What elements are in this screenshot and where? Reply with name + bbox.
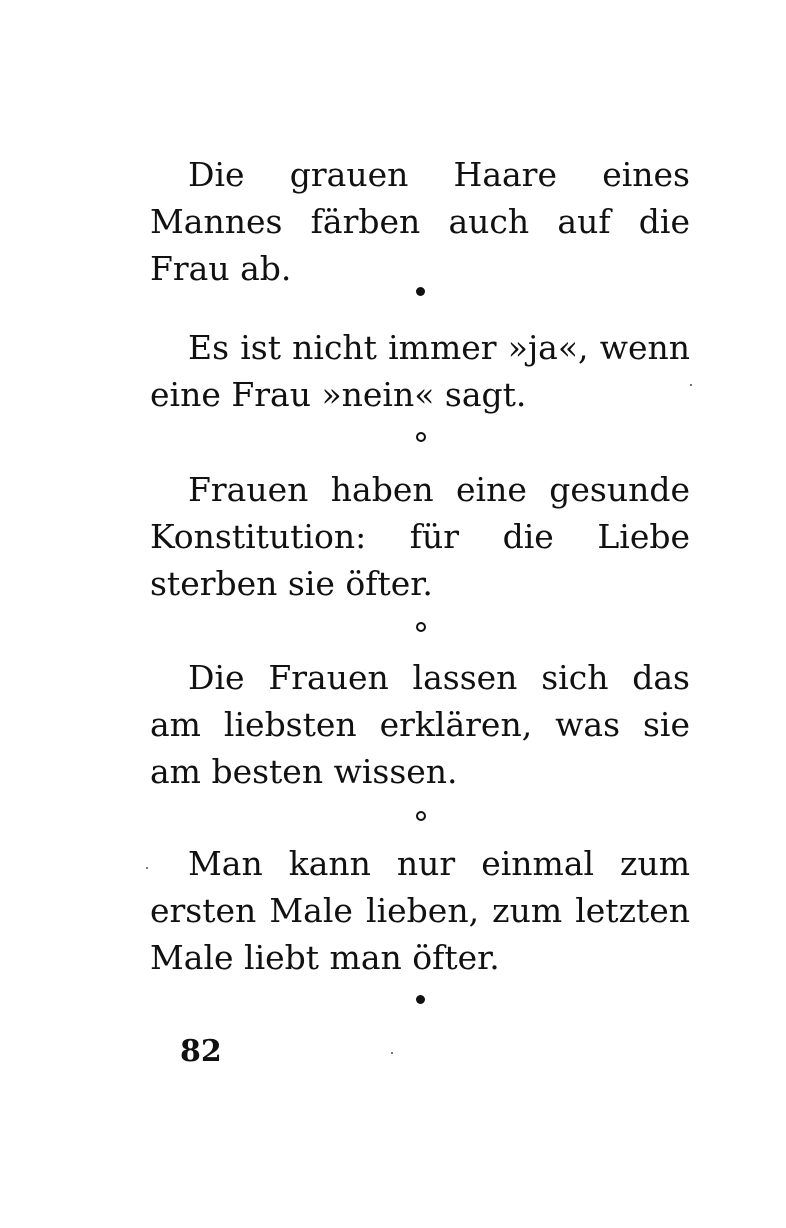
- aphorism-line: am liebsten erklären, was sie: [150, 705, 690, 744]
- print-speck: [146, 867, 148, 869]
- separator-dot-ring: [416, 811, 426, 821]
- aphorism-1: [150, 151, 690, 292]
- aphorism-line: ersten Male lieben, zum letzten: [150, 891, 690, 930]
- aphorism-line: eine Frau »nein« sagt.: [150, 375, 527, 414]
- separator-dot-filled: [416, 995, 425, 1004]
- aphorism-line: Man kann nur einmal zum: [188, 844, 690, 883]
- aphorism-3: [150, 466, 690, 607]
- print-speck: [391, 1052, 393, 1054]
- aphorism-line: sterben sie öfter.: [150, 564, 433, 603]
- aphorism-line: Die grauen Haare eines: [188, 155, 690, 194]
- aphorism-line: Mannes färben auch auf die: [150, 202, 690, 241]
- aphorism-5: [150, 840, 690, 981]
- separator-dot-ring: [416, 432, 426, 442]
- separator-dot-ring: [416, 622, 426, 632]
- aphorism-line: Konstitution: für die Liebe: [150, 517, 690, 556]
- aphorism-line: Frauen haben eine gesunde: [188, 470, 690, 509]
- print-speck: [690, 384, 692, 386]
- aphorism-line: Male liebt man öfter.: [150, 938, 500, 977]
- aphorism-line: Die Frauen lassen sich das: [188, 658, 690, 697]
- page-number: 82: [180, 1034, 222, 1069]
- aphorism-line: am besten wissen.: [150, 752, 458, 791]
- aphorism-2: [150, 324, 690, 418]
- aphorism-4: [150, 654, 690, 795]
- aphorism-line: Es ist nicht immer »ja«, wenn: [188, 328, 690, 367]
- aphorism-line: Frau ab.: [150, 249, 292, 288]
- separator-dot-filled: [416, 287, 425, 296]
